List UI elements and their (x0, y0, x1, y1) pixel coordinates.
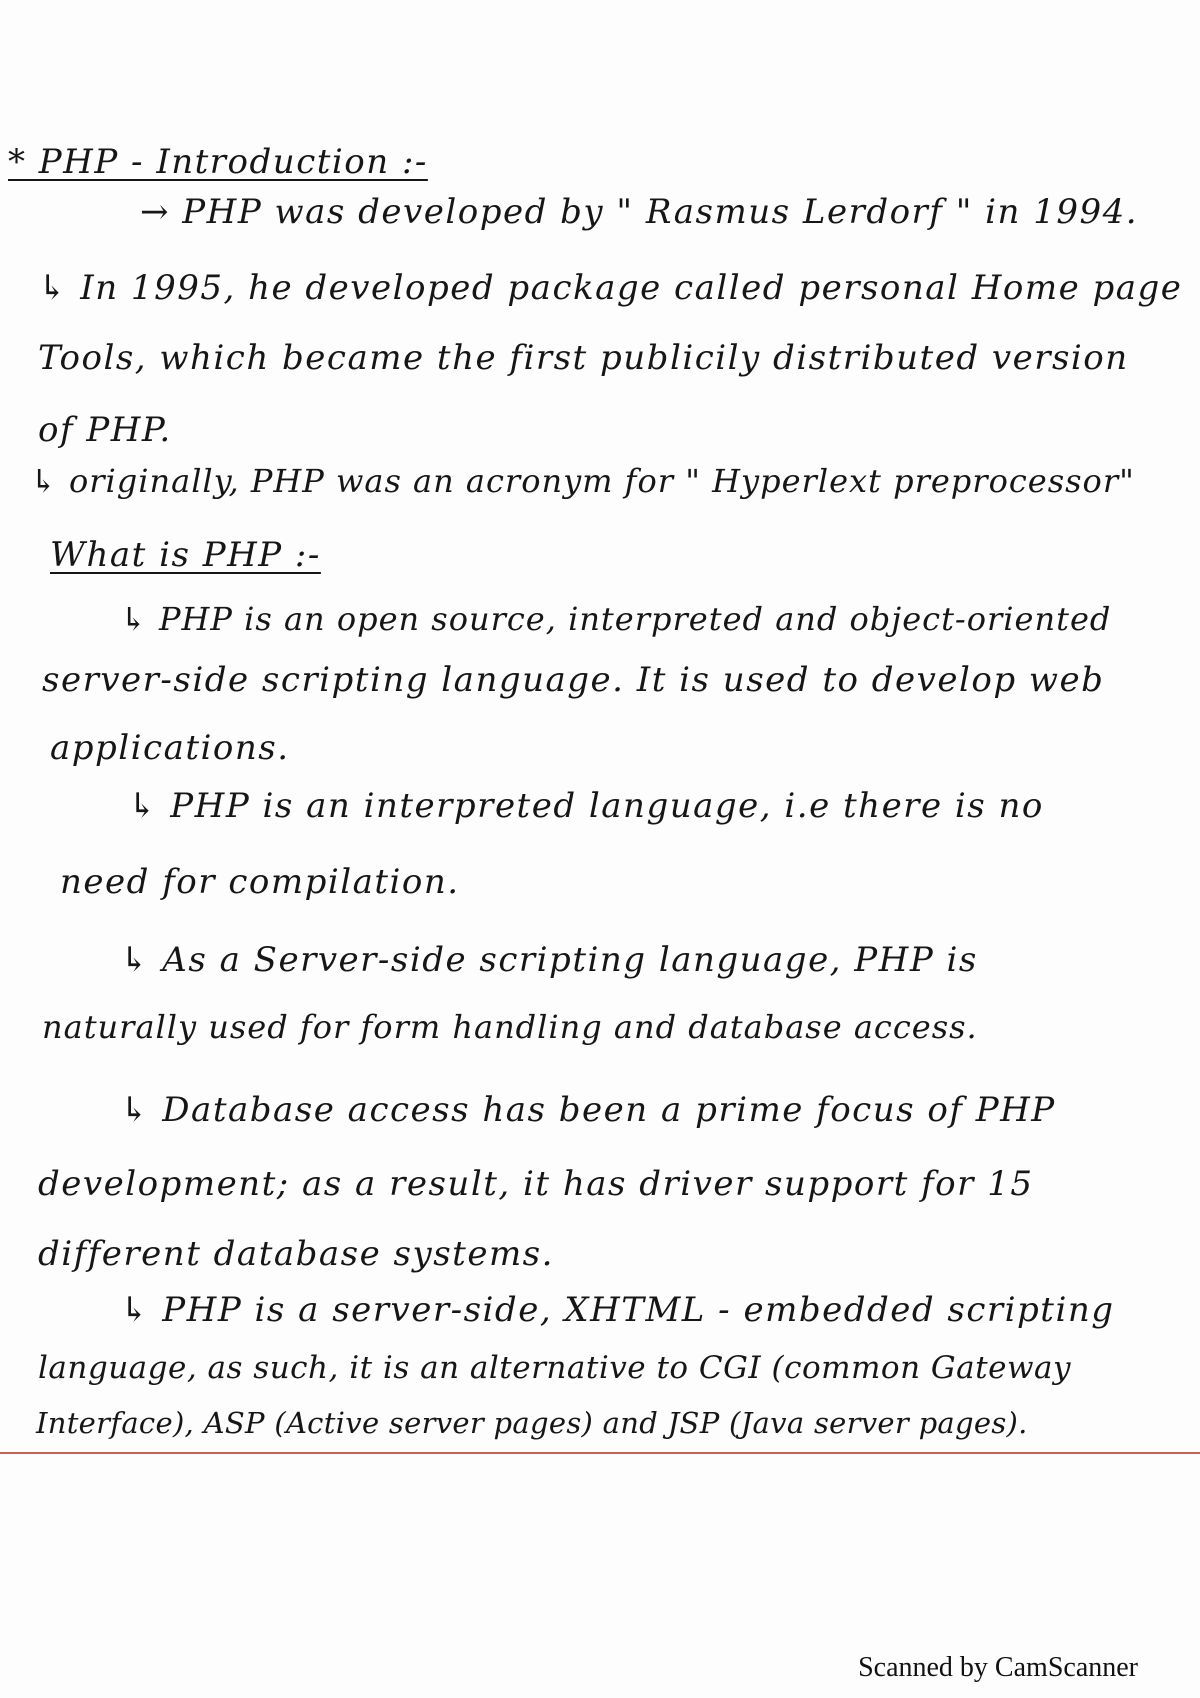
note-line-13: naturally used for form handling and database access. (42, 1008, 978, 1046)
note-line-9: applications. (50, 728, 290, 768)
note-line-15: development; as a result, it has driver support for 15 (38, 1164, 1034, 1204)
note-line-7: ↳ PHP is an open source, interpreted and object-oriented (120, 600, 1112, 638)
note-line-10: ↳ PHP is an interpreted language, i.e there is no (128, 786, 1044, 826)
note-line-19: Interface), ASP (Active server pages) and JSP (Java server pages). (36, 1406, 1028, 1440)
note-line-11: need for compilation. (60, 862, 460, 902)
note-line-12: ↳ As a Server-side scripting language, PHP is (120, 940, 978, 980)
note-line-5: ↳ originally, PHP was an acronym for " Hyperlext preprocessor" (30, 462, 1135, 500)
note-line-1: → PHP was developed by " Rasmus Lerdorf " in 1994. (140, 192, 1139, 232)
scanner-watermark: Scanned by CamScanner (858, 1652, 1138, 1683)
note-line-14: ↳ Database access has been a prime focus of PHP (120, 1090, 1056, 1130)
note-line-2: ↳ In 1995, he developed package called personal Home page (38, 268, 1183, 308)
note-line-16: different database systems. (38, 1234, 554, 1274)
heading-what-is-php: What is PHP :- (50, 535, 321, 575)
heading-php-introduction: * PHP - Introduction :- (8, 142, 428, 182)
note-line-18: language, as such, it is an alternative to CGI (common Gateway (38, 1350, 1071, 1386)
note-line-4: of PHP. (38, 410, 172, 450)
note-line-3: Tools, which became the first publicily distributed version (38, 338, 1129, 378)
page-bottom-edge-rule (0, 1452, 1200, 1454)
note-line-17: ↳ PHP is a server-side, XHTML - embedded scripting (120, 1290, 1115, 1330)
note-line-8: server-side scripting language. It is used to develop web (42, 660, 1105, 700)
